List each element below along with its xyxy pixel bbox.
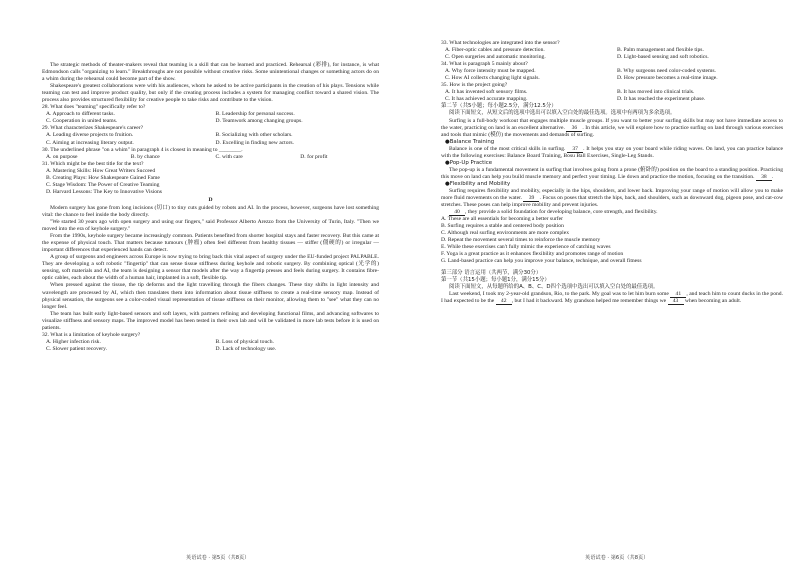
option: B. by chance [130, 153, 160, 160]
question-31 [42, 161, 379, 168]
option: D. It has reached the experiment phase. [617, 96, 706, 103]
option: B. Palm management and flexible tips. [617, 47, 704, 54]
option: A. Approach to different tasks. [46, 111, 115, 118]
text: , but I had it backward. My grandson helped me remember things we [511, 297, 667, 304]
blank-37[interactable]: 37 [567, 146, 583, 153]
question-34-options [441, 68, 783, 82]
text: Surfing is a full-body workout that engages multiple muscle groups. If you want to better your surfing skills but may not have immediate access to the water, practicing on land is an excellent alternative. [441, 117, 783, 131]
option: G. Land-based practice can help you improve your balance, technique, and overall fitness [441, 258, 642, 265]
option: F. Yoga is a great practice as it enhances flexibility and promotes range of motion [441, 251, 624, 258]
section-2-instructions: 阅读下面短文，从短文后的选项中选出可以填入空白处的最佳选项。选项中有两项为多余选项。 [449, 110, 676, 117]
question-stem: 33. What technologies are integrated into the sensor? [441, 40, 560, 46]
question-28-options [42, 111, 379, 125]
section-1-instructions: 阅读下面短文，从每题所给的A、B、C、D四个选项中选出可以填入空白处的最佳选项。 [449, 283, 659, 290]
option: C. Stage Wisdom: The Power of Creative Teaming [46, 181, 160, 188]
question-33 [441, 40, 783, 47]
passage-d-paragraph: The team has built early light-based sensors and soft layers, with partners refining and developing functional films, and advancing softwares to visualize stiffness and sensory maps. The improved model has been tested in their own lab and will be validated in more lab tests before it is used on patients. [42, 310, 379, 331]
question-30-options [42, 154, 379, 161]
option: D. Harvard Lessons: The Key to Innovative Visions [46, 188, 162, 195]
text: , and teach him to count ducks in the pond. I had expected to be the [441, 290, 783, 304]
option: A. It has invented soft sensory films. [445, 89, 528, 96]
passage-d-paragraph: When pressed against the tissue, the tip deforms and the light travelling through the fibers changes. These tiny shifts in light intensity and wavelength are processed by AI, which then translates them into information about tissue stiffness to create a real-time sensory map. Instead of physical sensation, the surgeons see a color-coded visual representation of tissue stiffness on their monitor, allowing them to "see" what they can no longer feel. [42, 282, 379, 310]
option: A. Why force intensity must be mapped. [445, 68, 536, 75]
option: A. Leading diverse projects to fruition. [46, 132, 134, 139]
surfing-paragraph: Balance is one of the most critical skills in surfing. 37 . It helps you stay on your board while riding waves. On land, you can practice balance with the following exercises: Balance Board Training, Bosu Ball Exercises, Single-Leg Stands. [441, 145, 784, 159]
question-29-options [42, 132, 379, 146]
blank-42[interactable]: 42 [496, 298, 512, 305]
question-35-options [441, 89, 783, 103]
blank-39[interactable]: 39 [523, 195, 539, 202]
cloze-paragraph [441, 291, 783, 305]
question-32 [42, 332, 379, 339]
text: Last weekend, I took my 2-year-old grandson, Rio, to the park. My goal was to let him burn some [449, 290, 669, 297]
passage-d-paragraph: A group of surgeons and engineers across Europe is now trying to bring back this vital aspect of surgery under the EU-funded project PALPABLE. They are developing a soft robotic "fingertip" that can sense tissue stiffness during keyhole and robotic surgery. By combining optical (光学的) sensing, soft materials and AI, the team is designing a sensor that models after the way a fingertip presses and feels during surgery. It contains fibre-optic cables, each about the width of a human hair, implanted in a soft, flexible tip. [42, 254, 379, 282]
text: In this article, we will explore how to practice surfing on land through various exercises and tools that mimic (模仿) the movements and demands of surfing. [441, 124, 784, 138]
blank-41[interactable]: 41 [670, 291, 686, 298]
question-stem: 34. What is paragraph 5 mainly about? [441, 61, 528, 68]
surfing-options [441, 216, 783, 265]
page-footer-left: 英语试卷 · 第5页（共8页） [186, 555, 250, 561]
option: D. Excelling in finding new actors. [215, 139, 294, 146]
option: C. Although real surfing environments are more complex [441, 230, 570, 237]
option: A. These are all essentials for becoming a better surfer [441, 216, 563, 223]
option: D. Light-based sensing and soft robotics. [617, 54, 709, 61]
option: B. Why surgeons need color-coded systems. [617, 68, 716, 75]
subheading-flexibility: ●Flexibility and Mobility [445, 180, 511, 187]
section-2-heading: 第二节（共5小题；每小题2.5分，满分12.5分） [441, 103, 557, 110]
option: A. Mastering Skills: How Great Writers Succeed [46, 167, 156, 174]
question-stem: 29. What characterizes Shakespeare's career? [42, 125, 144, 132]
surfing-paragraph: Surfing requires flexibility and mobility, especially in the hips, shoulders, and lower back. Improving your range of motion will allow you to make more fluid movements on the water. 39 . Focus on poses that stretch the hips, back, and shoulders, such as downward dog, pigeon pose, and cat-cow stretches. These poses can help improve mobility and prevent injuries. [441, 187, 784, 209]
question-30 [42, 147, 379, 154]
option: C. Open surgeries and automatic monitoring. [445, 54, 546, 61]
question-32-options [42, 339, 379, 353]
text: Focus on poses that stretch the hips, back, and shoulders, such as downward dog, pigeon pose, and cat-cow stretches. These poses can help improve mobility and prevent injuries. [441, 195, 784, 209]
option: E. While these exercises can't fully mimic the experience of catching waves [441, 244, 611, 251]
option: D. Lack of technology use. [215, 345, 277, 352]
question-31-options [42, 168, 379, 196]
blank-43[interactable]: 43 [668, 298, 684, 305]
surfing-paragraph: Surfing is a full-body workout that engages multiple muscle groups. If you want to better your surfing skills but may not have immediate access to the water, practicing on land is an excellent alternative. 36 . In this article, we will explore how to practice surfing on land through various exercises and tools that mimic (模仿) the movements and demands of surfing. [441, 117, 784, 138]
option: C. It has achieved accurate mapping. [445, 96, 528, 103]
option: A. Higher infection risk. [46, 338, 101, 345]
option: D. for profit [300, 153, 328, 160]
option: D. How pressure becomes a real-time image. [617, 75, 718, 82]
question-stem: 30. The underlined phrase "on a whim" in paragraph 4 is closest in meaning to ________. [42, 146, 243, 153]
option: B. Loss of physical touch. [215, 338, 274, 345]
subheading-balance: ●Balance Training [445, 138, 495, 145]
question-stem: 31. Which might be the best title for the text? [42, 160, 144, 167]
text: Balance is one of the most critical skills in surfing. [449, 145, 566, 152]
surfing-paragraph: The pop-up is a fundamental movement in surfing that involves going from a prone (俯卧的) position on the board to a standing position. Practicing this move on land can help you build muscle memory and perfect your timing. Lie down and practice the motion, focusing on the transition. 38 . [441, 166, 783, 180]
blank-36[interactable]: 36 [566, 125, 582, 132]
option: D. Teamwork among changing groups. [215, 118, 303, 125]
part-3-heading: 第三部分 语言运用（共两节，满分30分） [441, 269, 542, 276]
passage-d-paragraph: "We started 30 years ago with open surgery and using our fingers," said Professor Alberto Arezzo from the University of Turin, Italy. "Then we moved into the era of keyhole surgery." [42, 219, 379, 233]
passage-d-paragraph: Modern surgery has gone from long incisions (切口) to tiny cuts guided by robots and AI. In the process, however, surgeons have lost something vital: the chance to feel inside the body directly. [42, 204, 379, 218]
option: B. Leadership for personal success. [215, 111, 295, 118]
option: B. Socializing with other scholars. [215, 132, 293, 139]
text: The pop-up is a fundamental movement in surfing that involves going from a prone (俯卧的) position on the board to a standing position. Practicing this move on land can help you build muscle memory and perfect your timing. Lie down and practice the motion, focusing on the transition. [441, 166, 783, 180]
subheading-popup: ●Pop-Up Practice [445, 159, 493, 166]
question-stem: 35. How is the project going? [441, 82, 508, 89]
option: A. Fiber-optic cables and pressure detection. [445, 47, 545, 54]
option: C. with care [215, 153, 243, 160]
passage-c-paragraph: Shakespeare's greatest collaborations were with his audiences, whom he asked to be active participants in the creation of his plays. Tensions while teaming can test and improve product quality, but only if the creating process includes a system for managing conflict toward a shared vision. The process also provides structured flexibility for creative people to take risks and contribute to the vision. [42, 83, 379, 104]
question-stem: 28. What does "teaming" specifically refer to? [42, 104, 146, 111]
passage-d-paragraph: From the 1990s, keyhole surgery became increasingly common. Patients benefited from shorter hospital stays and faster recovery. But this came at the expense of physical touch. That matters because tumours (肿瘤) often feel different from healthy tissues — stiffer (僵硬的) or irregular — important differences that experienced hands can detect. [42, 233, 379, 254]
blank-38[interactable]: 38 [756, 174, 772, 181]
option: A. on purpose [46, 153, 78, 160]
question-stem: 32. What is a limitation of keyhole surgery? [42, 331, 141, 338]
question-33-options [441, 47, 783, 61]
option: C. Cooperation in united teams. [46, 118, 118, 125]
section-heading-d: D [208, 196, 213, 203]
text: when becoming an adult. [684, 297, 742, 304]
text: , they provide a solid foundation for developing balance, core strength, and flexibility. [465, 209, 658, 216]
left-column [42, 62, 379, 546]
text: It helps you stay on your board while riding waves. On land, you can practice balance with the following exercises: Balance Board Training, Bosu Ball Exercises, Single-Leg Stands. [441, 145, 784, 159]
option: C. How AI collects changing light signals. [445, 75, 540, 82]
option: C. Slower patient recovery. [46, 345, 107, 352]
blank-40[interactable]: 40 [449, 209, 465, 216]
option: B. It has moved into clinical trials. [617, 89, 695, 96]
option: B. Surfing requires a stable and centered body position [441, 223, 564, 230]
option: B. Creating Plays: How Shakespeare Gained Fame [46, 174, 160, 181]
option: D. Repeat the movement several times to reinforce the muscle memory [441, 237, 601, 244]
page-footer-right: 英语试卷 · 第6页（共8页） [585, 555, 649, 561]
section-1-heading: 第一节（共15小题；每小题1分，满分15分） [441, 276, 550, 283]
passage-c-paragraph: The strategic methods of theater-makers reveal that teaming is a skill that can be learned and practiced. Rehearsal (彩排), for instance, is what Edmondson calls "organizing to learn." Breakthroughs are not possible without creative risks. Some unintentional changes or something actors do on a whim during the rehearsal could become part of the show. [42, 62, 379, 83]
text: Surfing requires flexibility and mobility, especially in the hips, shoulders, and lower back. Improving your range of motion will allow you to make more fluid movements on the water. [441, 187, 783, 202]
option: C. Aiming at increasing literary output. [46, 139, 134, 146]
right-column [441, 40, 783, 546]
